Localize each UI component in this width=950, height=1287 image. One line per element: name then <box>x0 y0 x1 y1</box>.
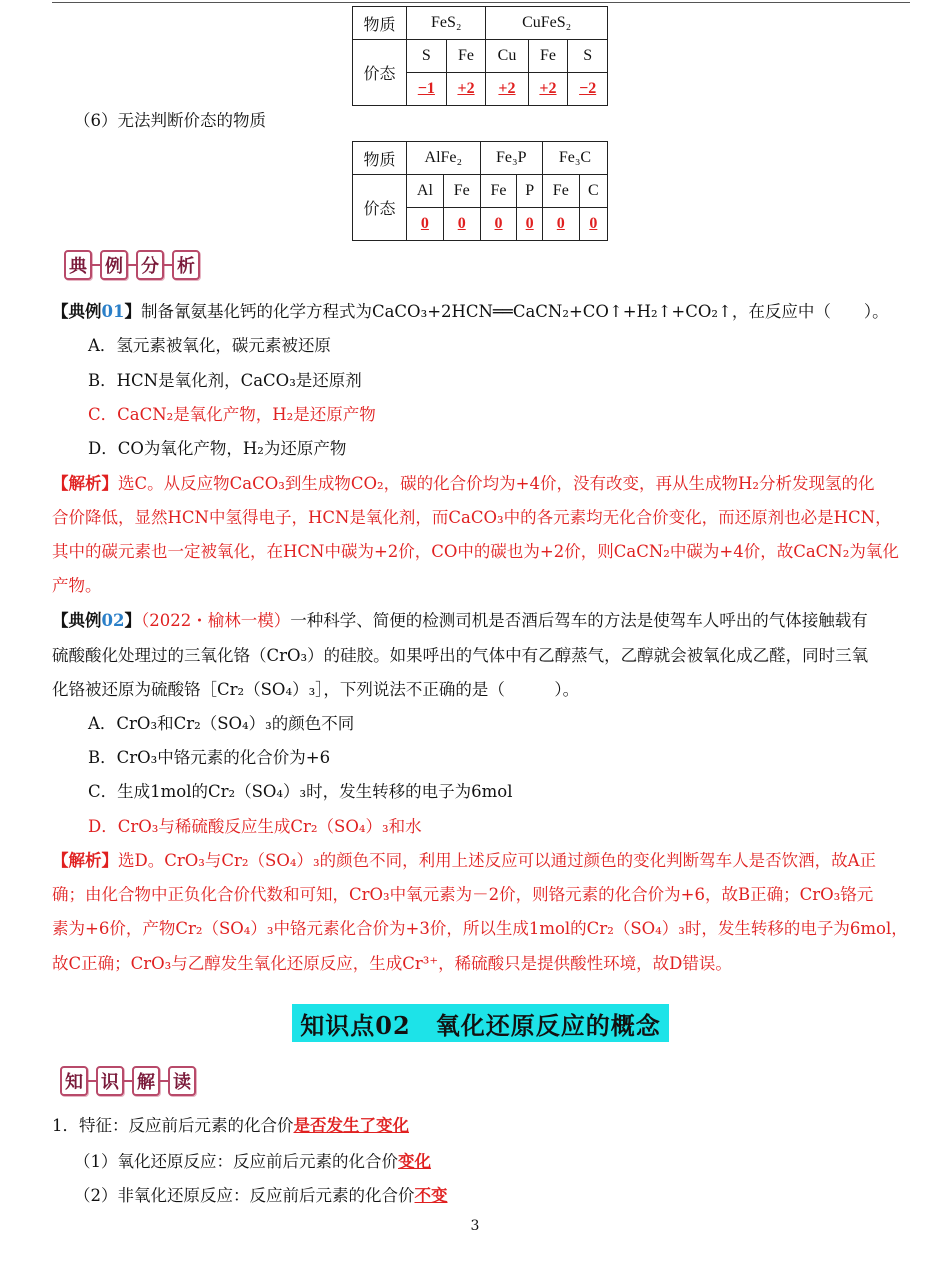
example-tag: 【典例 <box>52 302 102 321</box>
compound-cell: FeS₂ <box>407 7 486 40</box>
option-d: D．CO为氧化产物，H₂为还原产物 <box>88 439 347 458</box>
top-rule <box>52 2 910 3</box>
option-a: A．CrO₃和Cr₂（SO₄）₃的颜色不同 <box>88 714 355 733</box>
point-text: （2）非氧化还原反应：反应前后元素的化合价 <box>74 1186 415 1205</box>
example-2-stem-line-1 <box>52 610 868 632</box>
badge-char: 典 <box>64 250 92 280</box>
example-tag-close: 】 <box>124 302 141 321</box>
example-2-stem-line-3: 化铬被还原为硫酸铬［Cr₂（SO₄）₃］，下列说法不正确的是（ ）。 <box>52 680 580 699</box>
table-header-substance: 物质 <box>353 142 407 175</box>
table-header-valence: 价态 <box>353 175 407 241</box>
element-cell: Fe <box>480 175 517 208</box>
option-b: B．CrO₃中铬元素的化合价为+6 <box>88 748 331 767</box>
analysis-2-line-3: 素为+6价，产物Cr₂（SO₄）₃中铬元素化合价为+3价，所以生成1mol的Cr₂（SO₄）₃时，发生转移的电子为6mol， <box>52 919 908 938</box>
compound-cell: Fe₃P <box>480 142 542 175</box>
point-1 <box>52 1115 409 1137</box>
point-key-term: 是否发生了变化 <box>293 1116 409 1135</box>
badge-char: 知 <box>60 1066 88 1096</box>
point-text: （1）氧化还原反应：反应前后元素的化合价 <box>74 1152 398 1171</box>
valence-cell: +2 <box>446 73 486 106</box>
badge-char: 读 <box>168 1066 196 1096</box>
analysis-text: 选D。CrO₃与Cr₂（SO₄）₃的颜色不同，利用上述反应可以通过颜色的变化判断驾车人是否饮酒，故A正 <box>118 851 876 870</box>
section-badge-example-analysis <box>64 250 200 280</box>
question-stem: 制备氰氨基化钙的化学方程式为CaCO₃+2HCN══CaCN₂+CO↑+H₂↑+CO₂↑，在反应中（ ）。 <box>140 302 889 321</box>
element-cell: S <box>568 40 608 73</box>
analysis-2-line-4: 故C正确；CrO₃与乙醇发生氧化还原反应，生成Cr³⁺，稀硫酸只是提供酸性环境，故D错误。 <box>52 954 732 973</box>
valence-table-2 <box>352 141 608 241</box>
valence-cell: −1 <box>407 73 447 106</box>
example-number: 02 <box>101 611 125 630</box>
option-c-correct: C．CaCN₂是氧化产物，H₂是还原产物 <box>88 405 376 424</box>
valence-cell: −2 <box>568 73 608 106</box>
point-text: 1．特征：反应前后元素的化合价 <box>52 1116 294 1135</box>
element-cell: Fe <box>528 40 568 73</box>
valence-table-1 <box>352 6 608 106</box>
analysis-1-line-4: 产物。 <box>52 576 102 595</box>
analysis-1-line-2: 合价降低，显然HCN中氢得电子，HCN是氧化剂，而CaCO₃中的各元素均无化合价变化，而还原剂也必是HCN， <box>52 508 892 527</box>
option-d-correct: D．CrO₃与稀硫酸反应生成Cr₂（SO₄）₃和水 <box>88 817 422 836</box>
badge-char: 析 <box>172 250 200 280</box>
valence-cell: 0 <box>480 208 517 241</box>
element-cell: Cu <box>486 40 528 73</box>
section-badge-knowledge-interpretation <box>60 1066 196 1096</box>
example-tag: 【典例 <box>52 611 102 630</box>
valence-cell: 0 <box>579 208 607 241</box>
element-cell: C <box>579 175 607 208</box>
badge-char: 解 <box>132 1066 160 1096</box>
analysis-text: 选C。从反应物CaCO₃到生成物CO₂，碳的化合价均为+4价，没有改变，再从生成物H₂分析发现氢的化 <box>118 474 875 493</box>
point-1-1 <box>74 1151 431 1173</box>
option-a: A．氢元素被氧化，碳元素被还原 <box>88 336 331 355</box>
compound-cell: CuFeS₂ <box>486 7 608 40</box>
element-cell: Fe <box>446 40 486 73</box>
element-cell: P <box>517 175 542 208</box>
analysis-tag: 【解析】 <box>52 474 118 493</box>
analysis-2-line-1 <box>52 850 876 872</box>
analysis-tag: 【解析】 <box>52 851 118 870</box>
point-key-term: 不变 <box>414 1186 448 1205</box>
analysis-1-line-3: 其中的碳元素也一定被氧化，在HCN中碳为+2价，CO中的碳也为+2价，则CaCN₂中碳为+4价，故CaCN₂为氧化 <box>52 542 899 561</box>
valence-cell: 0 <box>517 208 542 241</box>
element-cell: Al <box>407 175 444 208</box>
question-stem: 一种科学、简便的检测司机是否酒后驾车的方法是使驾车人呼出的气体接触载有 <box>290 611 868 630</box>
option-c: C．生成1mol的Cr₂（SO₄）₃时，发生转移的电子为6mol <box>88 782 513 801</box>
point-key-term: 变化 <box>398 1152 431 1171</box>
page-number: 3 <box>470 1218 480 1234</box>
analysis-2-line-2: 确；由化合物中正负化合价代数和可知，CrO₃中氧元素为－2价，则铬元素的化合价为+6，故B正确；CrO₃铬元 <box>52 885 874 904</box>
valence-cell: 0 <box>407 208 444 241</box>
badge-char: 识 <box>96 1066 124 1096</box>
badge-char: 例 <box>100 250 128 280</box>
example-1-stem <box>52 301 889 323</box>
item-6-heading: （6）无法判断价态的物质 <box>74 111 266 130</box>
compound-cell: AlFe₂ <box>407 142 481 175</box>
element-cell: Fe <box>443 175 480 208</box>
element-cell: Fe <box>542 175 579 208</box>
point-1-2 <box>74 1185 448 1207</box>
option-b: B．HCN是氧化剂，CaCO₃是还原剂 <box>88 371 362 390</box>
valence-cell: +2 <box>528 73 568 106</box>
analysis-1-line-1 <box>52 473 874 495</box>
compound-cell: Fe₃C <box>542 142 607 175</box>
element-cell: S <box>407 40 447 73</box>
example-2-stem-line-2: 硫酸酸化处理过的三氧化铬（CrO₃）的硅胶。如果呼出的气体中有乙醇蒸气，乙醇就会被氧化成乙醛，同时三氧 <box>52 646 869 665</box>
badge-char: 分 <box>136 250 164 280</box>
example-number: 01 <box>101 302 125 321</box>
table-header-substance: 物质 <box>353 7 407 40</box>
valence-cell: 0 <box>542 208 579 241</box>
table-header-valence: 价态 <box>353 40 407 106</box>
question-source: （2022・榆林一模） <box>140 611 291 630</box>
example-tag-close: 】 <box>124 611 141 630</box>
valence-cell: +2 <box>486 73 528 106</box>
valence-cell: 0 <box>443 208 480 241</box>
knowledge-point-heading: 知识点02 氧化还原反应的概念 <box>292 1004 669 1042</box>
